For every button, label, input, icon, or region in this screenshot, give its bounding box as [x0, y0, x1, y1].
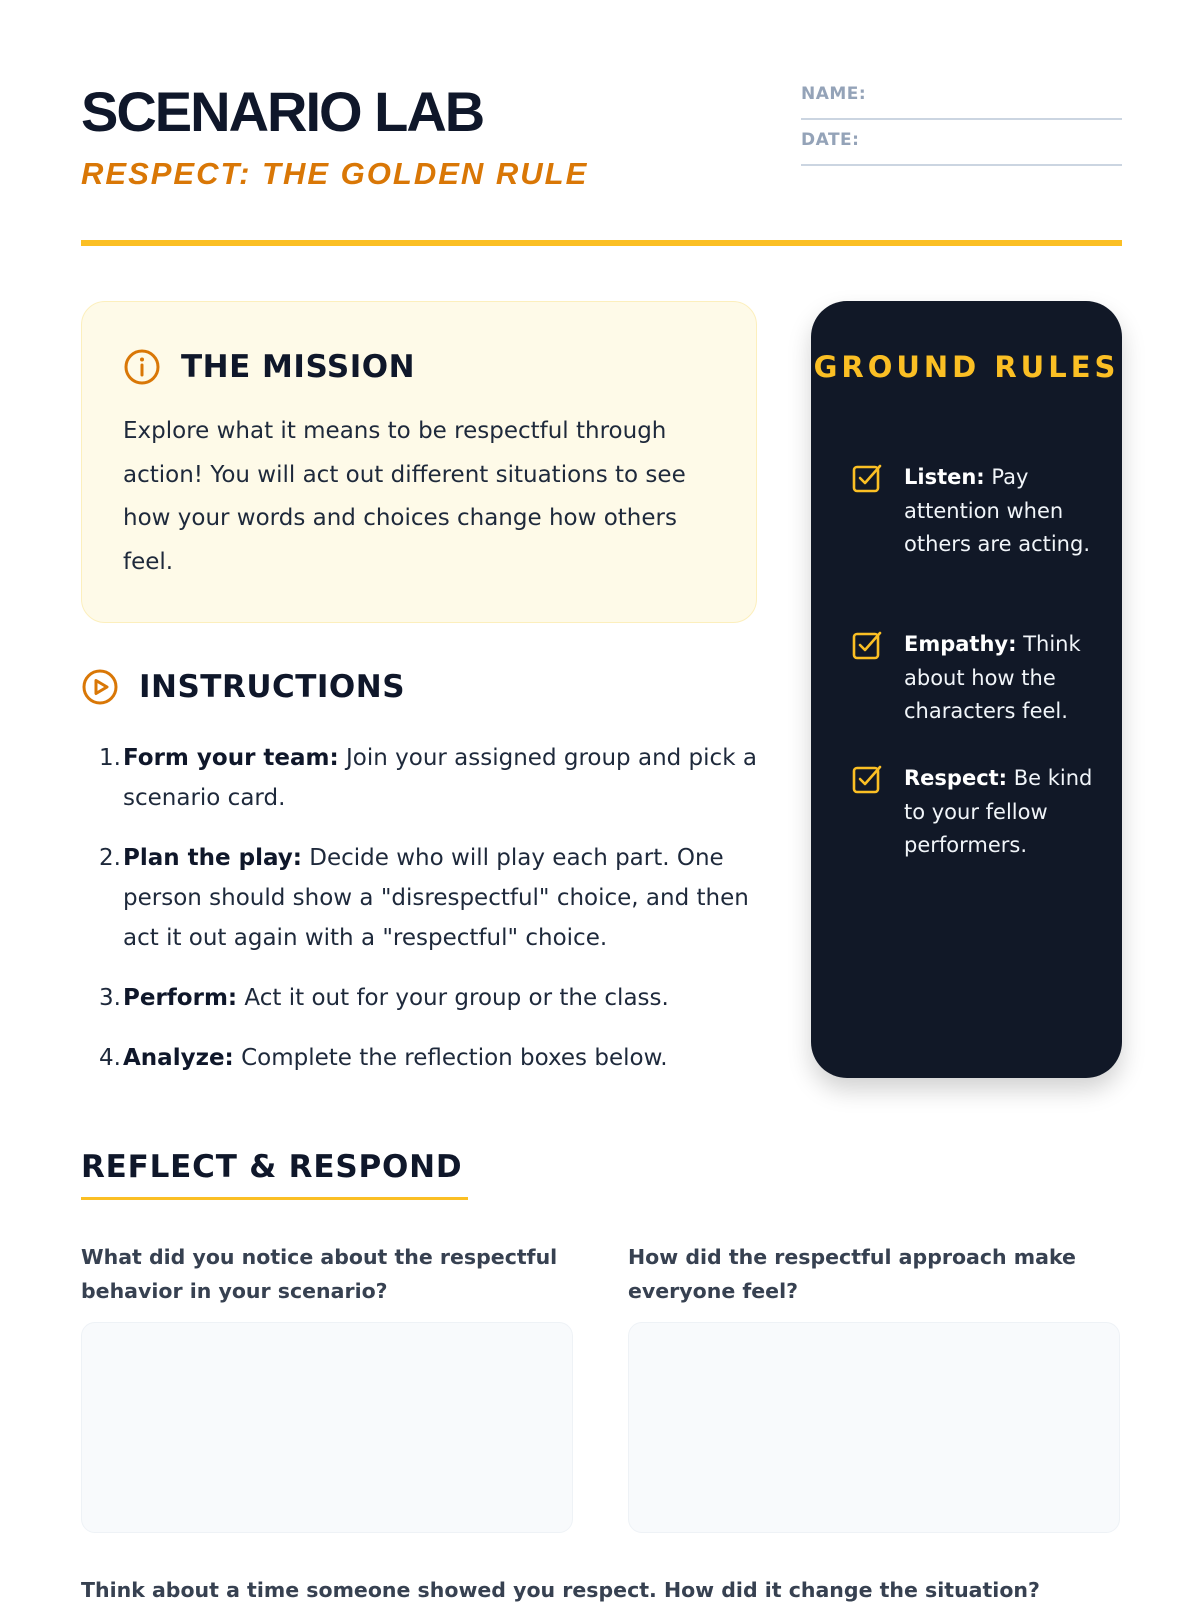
header-divider: [81, 240, 1122, 246]
page-subtitle: RESPECT: THE GOLDEN RULE: [81, 156, 589, 191]
instruction-body: [121, 838, 781, 958]
instruction-bold: Form your team:: [123, 745, 339, 771]
rule-description: Be kind to your fellow performers.: [904, 766, 1093, 857]
instruction-number: 3.: [99, 985, 121, 1011]
mission-text: Explore what it means to be respectful through action! You will act out different situations to see how your words and choices change how others feel.: [123, 418, 686, 575]
rule-text: [904, 461, 1094, 562]
instruction-bold: Plan the play:: [123, 845, 302, 871]
rule-item-respect: [852, 762, 1102, 863]
date-input[interactable]: [867, 130, 1122, 158]
reflect-underline: [81, 1197, 468, 1200]
name-input[interactable]: [874, 84, 1122, 112]
instruction-text: Complete the reflection boxes below.: [233, 1045, 668, 1071]
ground-rules-title: GROUND RULES: [813, 350, 1120, 384]
instruction-body: [121, 1038, 781, 1078]
instruction-body: [121, 978, 781, 1018]
ground-rules-panel: [811, 301, 1122, 1078]
checkbox-icon: [852, 630, 882, 660]
mission-card: [81, 301, 757, 623]
instruction-text: Act it out for your group or the class.: [237, 985, 669, 1011]
instruction-item: [81, 1038, 781, 1078]
instruction-bold: Perform:: [123, 985, 238, 1011]
reflect-question-1: What did you notice about the respectful behavior in your scenario?: [81, 1245, 558, 1303]
rule-bold: Respect:: [904, 766, 1008, 790]
answer-box-1[interactable]: [81, 1322, 573, 1533]
play-icon: [81, 668, 119, 706]
worksheet-page: [81, 0, 1122, 1600]
mission-heading: [123, 348, 415, 386]
student-info-fields: [801, 74, 1122, 166]
checkbox-icon: [852, 463, 882, 493]
instructions-title: INSTRUCTIONS: [139, 669, 406, 705]
instructions-list: [81, 738, 781, 1098]
rule-description: Think about how the characters feel.: [904, 632, 1081, 723]
reflect-question-3: Think about a time someone showed you respect. How did it change the situation?: [81, 1578, 1040, 1602]
date-label: DATE:: [801, 130, 860, 150]
rule-text: [904, 628, 1094, 729]
rule-description: Pay attention when others are acting.: [904, 465, 1090, 556]
rule-item-listen: [852, 461, 1102, 562]
reflect-title: REFLECT & RESPOND: [81, 1149, 463, 1185]
instruction-item: [81, 838, 781, 958]
date-field-row: [801, 120, 1122, 166]
instruction-number: 4.: [99, 1045, 121, 1071]
answer-box-2[interactable]: [628, 1322, 1120, 1533]
instruction-bold: Analyze:: [123, 1045, 234, 1071]
info-icon: [123, 348, 161, 386]
name-field-row: [801, 74, 1122, 120]
mission-title: THE MISSION: [181, 349, 416, 385]
reflect-question-2: How did the respectful approach make everyone feel?: [628, 1245, 1076, 1303]
page-title: SCENARIO LAB: [81, 80, 484, 143]
instruction-text: Decide who will play each part. One person should show a "disrespectful" choice, and then act it out again with a "respectful" choice.: [123, 845, 749, 951]
rule-bold: Listen:: [904, 465, 985, 489]
instruction-item: [81, 738, 781, 818]
instruction-text: Join your assigned group and pick a scenario card.: [123, 745, 757, 811]
instruction-body: [121, 738, 781, 818]
rule-item-empathy: [852, 628, 1102, 729]
rule-text: [904, 762, 1094, 863]
checkbox-icon: [852, 764, 882, 794]
instructions-heading: [81, 668, 405, 706]
instruction-item: [81, 978, 781, 1018]
instruction-number: 2.: [99, 845, 121, 871]
instruction-number: 1.: [99, 745, 121, 771]
name-label: NAME:: [801, 84, 867, 104]
rule-bold: Empathy:: [904, 632, 1017, 656]
